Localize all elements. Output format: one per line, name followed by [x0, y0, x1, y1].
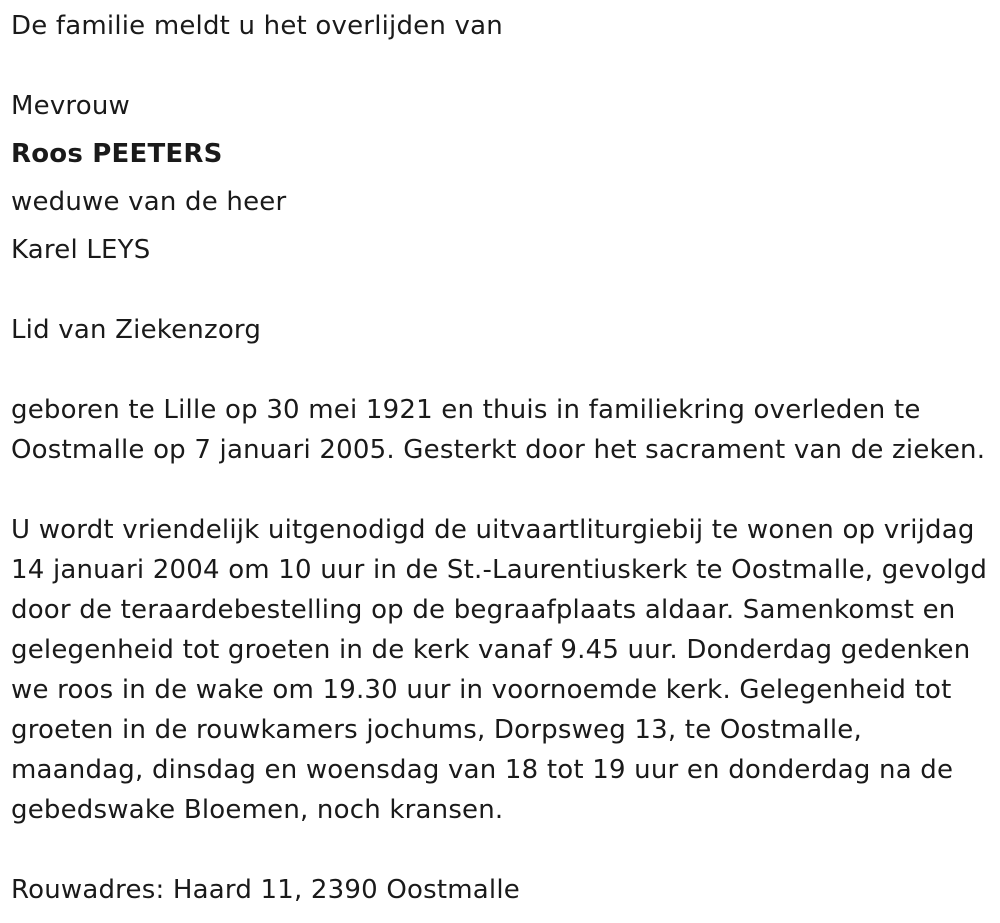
honorific: Mevrouw	[11, 91, 130, 121]
invitation-line: maandag, dinsdag en woensdag van 18 tot 19 uur en donderdag na de	[11, 755, 954, 785]
deceased-name: Roos PEETERS	[11, 139, 223, 169]
invitation-line: 14 januari 2004 om 10 uur in de St.-Laurentiuskerk te Oostmalle, gevolgd	[11, 555, 988, 585]
invitation-line: we roos in de wake om 19.30 uur in voornoemde kerk. Gelegenheid tot	[11, 675, 952, 705]
intro-text: De familie meldt u het overlijden van	[11, 11, 503, 41]
birth-death-line: Oostmalle op 7 januari 2005. Gesterkt door het sacrament van de zieken.	[11, 435, 986, 465]
spouse-name: Karel LEYS	[11, 235, 151, 265]
mourning-address: Rouwadres: Haard 11, 2390 Oostmalle	[11, 875, 520, 905]
birth-death-line: geboren te Lille op 30 mei 1921 en thuis in familiekring overleden te	[11, 395, 921, 425]
widow-of-text: weduwe van de heer	[11, 187, 287, 217]
invitation-line: door de teraardebestelling op de begraafplaats aldaar. Samenkomst en	[11, 595, 956, 625]
membership-text: Lid van Ziekenzorg	[11, 315, 262, 345]
invitation-line: groeten in de rouwkamers jochums, Dorpsweg 13, te Oostmalle,	[11, 715, 862, 745]
invitation-line: gelegenheid tot groeten in de kerk vanaf 9.45 uur. Donderdag gedenken	[11, 635, 971, 665]
invitation-line: gebedswake Bloemen, noch kransen.	[11, 795, 504, 825]
invitation-line: U wordt vriendelijk uitgenodigd de uitvaartliturgiebij te wonen op vrijdag	[11, 515, 975, 545]
